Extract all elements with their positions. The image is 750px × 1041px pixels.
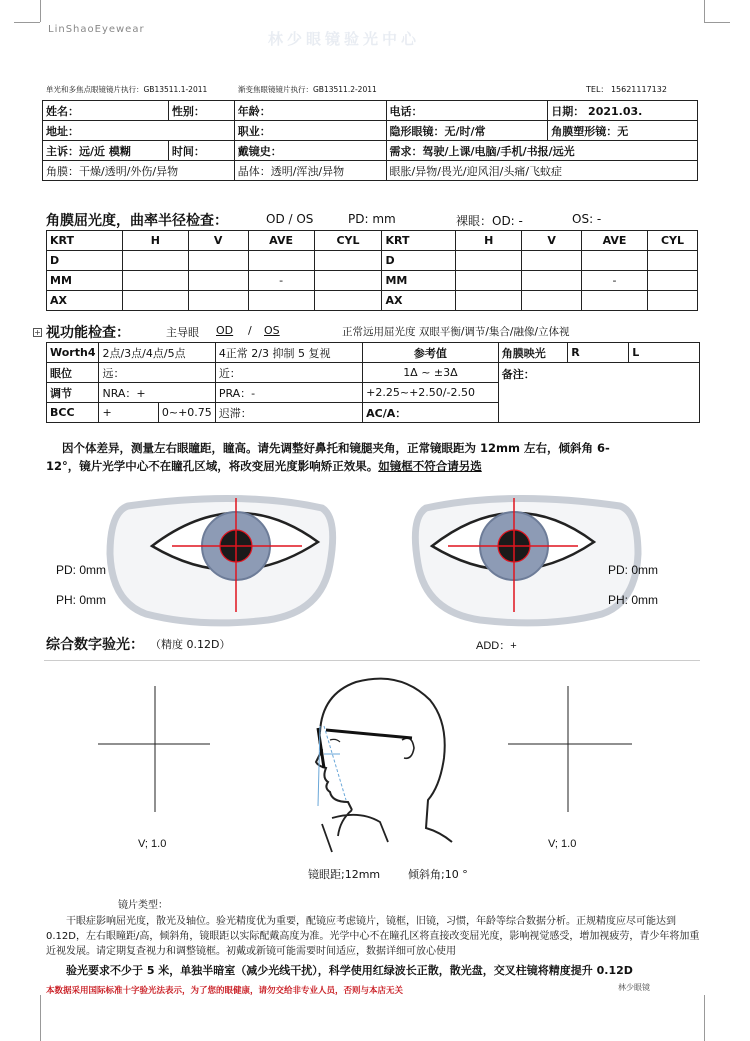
kerat-cell[interactable]	[522, 291, 582, 311]
dominant-sep: /	[248, 324, 252, 337]
address-cell[interactable]: 地址：	[43, 121, 235, 141]
kerat-cell[interactable]	[314, 251, 382, 271]
kerat-cell[interactable]	[456, 251, 522, 271]
brand-text: LinShaoEyewear	[48, 24, 145, 35]
kerat-cell[interactable]	[582, 291, 648, 311]
age-cell[interactable]: 年龄：	[234, 101, 386, 121]
naked-eye-od: 裸眼：OD: -	[456, 214, 523, 228]
kerat-header-krt-os: KRT	[382, 231, 456, 251]
notice-line-2-text: 12°，镜片光学中心不在瞳孔区域，将改变屈光度影响矫正效果。	[46, 459, 379, 473]
kerat-cell[interactable]	[314, 291, 382, 311]
kerat-cell[interactable]	[188, 291, 248, 311]
footer-paragraph: 干眼症影响屈光度，散光及轴位。验光精度优为重要，配镜应考虑镜片，镜框，旧镜，习惯，年龄等综合数据分析。正规精度应尽可能达到 0.12D，左右眼瞳距/高，倾斜角，镜眼距以实际配戴高度为准。光学中心不在瞳孔区将直接改变屈光度，影响视觉感受，增加视疲劳，青少年将加重近视发展。请定期复查视力和调整镜框。初戴或新镜可能需要时间适应，数据详细可放心使用	[46, 916, 700, 957]
contact-lens-cell[interactable]: 隐形眼镜：无/时/常	[386, 121, 548, 141]
stamp-text: 林少眼镜	[618, 983, 650, 992]
visual-function-title: 视功能检查：	[46, 325, 130, 341]
wear-history-cell[interactable]: 戴镜史：	[234, 141, 386, 161]
ear	[402, 738, 414, 758]
keratometry-table	[46, 230, 698, 311]
kerat-cell[interactable]	[248, 251, 314, 271]
right-pd[interactable]: PD: 0mm	[608, 563, 659, 577]
kerat-cell[interactable]	[188, 271, 248, 291]
left-va[interactable]: V; 1.0	[138, 838, 167, 850]
kerat-cell[interactable]	[647, 251, 697, 271]
kerat-cell[interactable]: -	[248, 271, 314, 291]
kerat-row-label: D	[47, 251, 123, 271]
kerat-cell[interactable]	[582, 251, 648, 271]
kerat-header-cyl-os: CYL	[647, 231, 697, 251]
phone-cell[interactable]: 电话：	[386, 101, 548, 121]
crop-mark	[704, 22, 730, 23]
kerat-row-label: MM	[382, 271, 456, 291]
bcc-value[interactable]: +	[99, 403, 158, 423]
kerat-row-label: MM	[47, 271, 123, 291]
tel: TEL： 15621117132	[586, 85, 667, 94]
job-cell[interactable]: 职业：	[234, 121, 386, 141]
bcc-range: 0~+0.75	[158, 403, 215, 423]
left-ph[interactable]: PH: 0mm	[56, 593, 107, 607]
kerat-cell[interactable]	[248, 291, 314, 311]
kerat-header-v-os: V	[522, 231, 582, 251]
ortho-k-cell[interactable]: 角膜塑形镜：无	[548, 121, 698, 141]
eye-detail	[330, 739, 340, 742]
kerat-cell[interactable]	[522, 271, 582, 291]
requirement-line: 验光要求不少于 5 米，单独半暗室（减少光线干扰），科学使用红绿波长正散，散光盘，交叉柱镜将精度提升 0.12D	[66, 964, 633, 977]
kerat-od-os: OD / OS	[266, 212, 314, 226]
customer-info-table	[42, 100, 698, 181]
eye-position-far[interactable]: 远：	[99, 363, 215, 383]
symptom-cell[interactable]: 眼胀/异物/畏光/迎风泪/头痛/飞蚊症	[386, 161, 697, 181]
right-ph[interactable]: PH: 0mm	[608, 593, 659, 607]
complaint-cell[interactable]: 主诉：远/近 模糊	[43, 141, 169, 161]
worth4-result[interactable]: 4正常 2/3 抑制 5 复视	[215, 343, 362, 363]
kerat-row-label: AX	[47, 291, 123, 311]
needs-cell[interactable]: 需求：驾驶/上课/电脑/手机/书报/远光	[386, 141, 697, 161]
crop-mark	[40, 995, 41, 1041]
visual-function-table	[46, 342, 700, 423]
reflex-r[interactable]: R	[568, 343, 629, 363]
note-cell[interactable]: 备注：	[498, 363, 699, 423]
eye-position-near[interactable]: 近：	[215, 363, 362, 383]
cornea-cell[interactable]: 角膜：干燥/透明/外伤/异物	[43, 161, 235, 181]
notice-line-2	[46, 458, 482, 475]
disclaimer-line: 本数据采用国际标准十字验光法表示，为了您的眼健康，请勿交给非专业人员，否则与本店无关	[46, 986, 404, 996]
cornea-reflex-label: 角膜映光	[498, 343, 568, 363]
eye-position-label: 眼位	[47, 363, 99, 383]
collar	[322, 810, 388, 852]
bcc-label: BCC	[47, 403, 99, 423]
kerat-header-krt-od: KRT	[47, 231, 123, 251]
kerat-cell[interactable]	[122, 271, 188, 291]
kerat-cell[interactable]	[522, 251, 582, 271]
nra-cell[interactable]: NRA：+	[99, 383, 215, 403]
worth4-label: Worth4	[47, 343, 99, 363]
name-cell[interactable]: 姓名：	[43, 101, 169, 121]
lag-cell[interactable]: 迟滞：	[215, 403, 362, 423]
crop-mark	[704, 0, 705, 22]
pra-cell[interactable]: PRA：-	[215, 383, 362, 403]
pantoscopic-tilt: 倾斜角;10 °	[408, 868, 468, 881]
kerat-cell[interactable]	[647, 271, 697, 291]
kerat-header-ave-os: AVE	[582, 231, 648, 251]
right-va[interactable]: V; 1.0	[548, 838, 577, 850]
lens-type-label[interactable]: 镜片类型：	[118, 900, 168, 911]
kerat-cell[interactable]	[122, 291, 188, 311]
kerat-cell[interactable]	[122, 251, 188, 271]
kerat-header-ave-od: AVE	[248, 231, 314, 251]
kerat-title: 角膜屈光度，曲率半径检查：	[46, 213, 228, 229]
center-title-watermark: 林少眼镜验光中心	[268, 30, 421, 48]
naked-eye-os: OS: -	[572, 212, 602, 226]
standard-left: 单光和多焦点眼镜镜片执行：GB13511.1-2011	[46, 85, 208, 94]
notice-line-1: 因个体差异，测量左右眼瞳距，瞳高。请先调整好鼻托和镜腿夹角，正常镜眼距为 12mm 左右，倾斜角 6-	[62, 441, 610, 455]
head-profile	[320, 679, 452, 842]
lens-cell[interactable]: 晶体：透明/浑浊/异物	[234, 161, 386, 181]
add-value[interactable]: ADD：+	[476, 640, 517, 652]
vertex-distance: 镜眼距;12mm	[308, 868, 381, 881]
kerat-header-h-od: H	[122, 231, 188, 251]
kerat-header-cyl-od: CYL	[314, 231, 382, 251]
kerat-header-h-os: H	[456, 231, 522, 251]
kerat-cell[interactable]	[314, 271, 382, 291]
refraction-diagram	[0, 660, 750, 890]
digital-precision: （精度 0.12D）	[150, 638, 231, 651]
notice-line-2-underlined: 如镜框不符合请另选	[378, 459, 482, 473]
dominant-os[interactable]: OS	[264, 324, 280, 337]
kerat-cell[interactable]	[188, 251, 248, 271]
left-pd[interactable]: PD: 0mm	[56, 563, 107, 577]
accommodation-label: 调节	[47, 383, 99, 403]
visual-function-scope: 正常远用屈光度 双眼平衡/调节/集合/融像/立体视	[342, 326, 570, 338]
crop-mark	[40, 0, 41, 22]
aca-cell[interactable]: AC/A：	[363, 403, 499, 423]
table-move-handle[interactable]: +	[34, 328, 41, 337]
reference-label: 参考值	[363, 343, 499, 363]
date-cell[interactable]: 日期： 2021.03.	[548, 101, 698, 121]
eye-position-ref: 1Δ ~ ±3Δ	[363, 363, 499, 383]
accommodation-ref: +2.25~+2.50/-2.50	[363, 383, 499, 403]
worth4-options[interactable]: 2点/3点/4点/5点	[99, 343, 215, 363]
reflex-l[interactable]: L	[629, 343, 700, 363]
time-cell[interactable]: 时间：	[168, 141, 234, 161]
kerat-header-v-od: V	[188, 231, 248, 251]
kerat-row-label: AX	[382, 291, 456, 311]
crop-mark	[14, 22, 40, 23]
gender-cell[interactable]: 性别：	[168, 101, 234, 121]
kerat-pd: PD: mm	[348, 212, 396, 226]
kerat-cell[interactable]	[456, 271, 522, 291]
kerat-cell[interactable]: -	[582, 271, 648, 291]
crop-mark	[704, 995, 705, 1041]
kerat-cell[interactable]	[456, 291, 522, 311]
standard-mid: 渐变焦眼镜镜片执行：GB13511.2-2011	[238, 85, 377, 94]
eye-diagram	[0, 484, 750, 634]
dominant-eye-label: 主导眼	[166, 326, 199, 339]
kerat-row-label: D	[382, 251, 456, 271]
kerat-cell[interactable]	[647, 291, 697, 311]
glasses-temple	[326, 730, 412, 738]
dominant-od[interactable]: OD	[216, 324, 234, 337]
digital-title: 综合数字验光：	[46, 637, 144, 653]
